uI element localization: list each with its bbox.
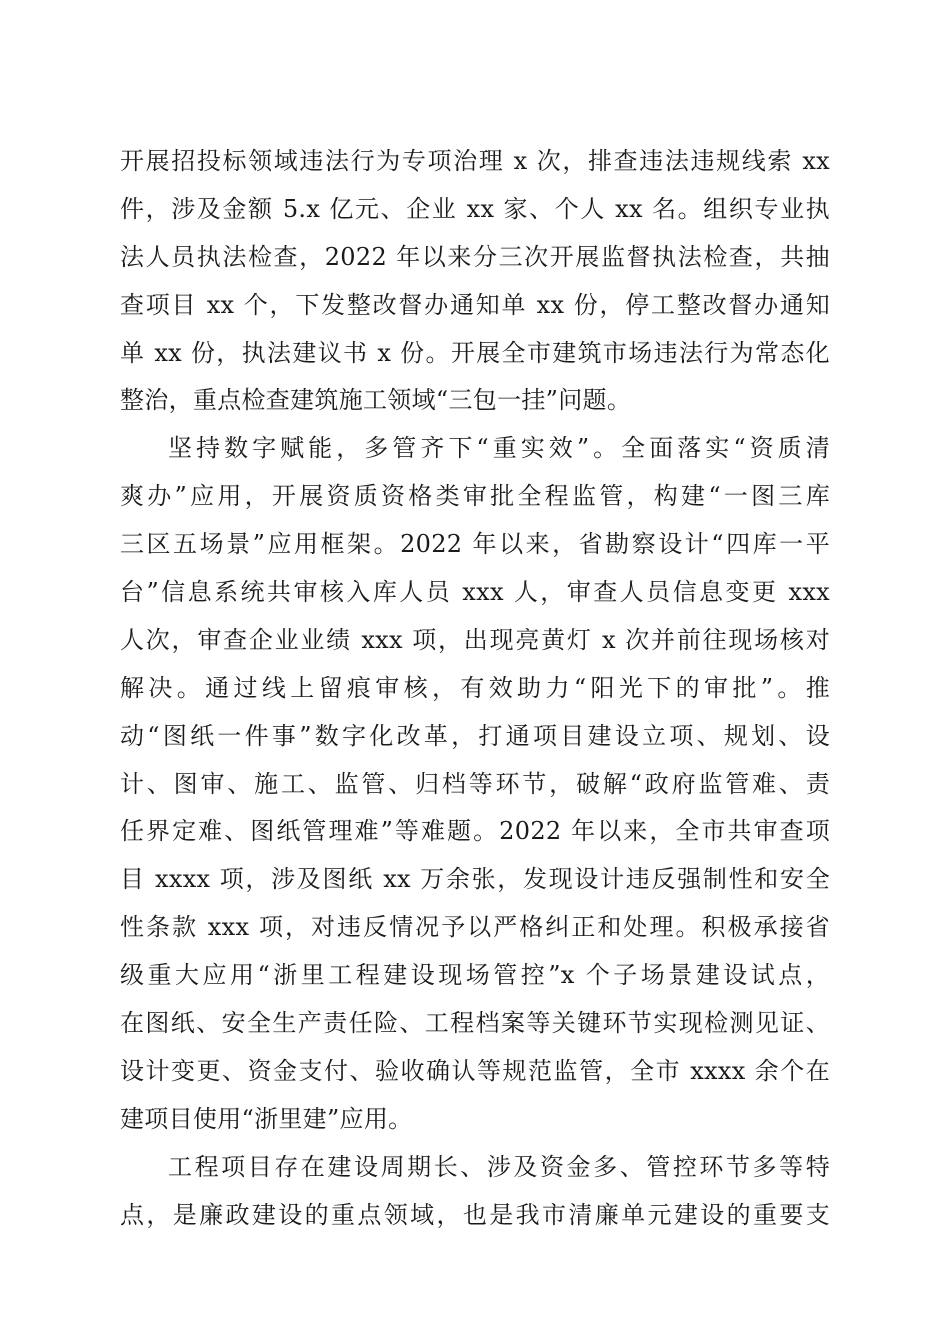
- text-line: 性条款 xxx 项，对违反情况予以严格纠正和处理。积极承接省: [120, 913, 830, 942]
- text-line: 爽办”应用，开展资质资格类审批全程监管，构建“一图三库: [120, 482, 830, 511]
- text-line: 人次，审查企业业绩 xxx 项，出现亮黄灯 x 次并前往现场核对: [120, 625, 830, 654]
- text-line: 任界定难、图纸管理难”等难题。2022 年以来，全市共审查项: [120, 817, 830, 846]
- text-line: 三区五场景”应用框架。2022 年以来，省勘察设计“四库一平: [120, 530, 830, 559]
- text-line: 点，是廉政建设的重点领域，也是我市清廉单元建设的重要支: [120, 1200, 830, 1229]
- text-line: 台”信息系统共审核入库人员 xxx 人，审查人员信息变更 xxx: [120, 578, 830, 607]
- text-line: 开展招投标领域违法行为专项治理 x 次，排查违法违规线索 xx: [120, 147, 830, 175]
- text-line: 坚持数字赋能，多管齐下“重实效”。全面落实“资质清: [168, 434, 830, 463]
- text-line: 整治，重点检查建筑施工领域“三包一挂”问题。: [120, 386, 632, 415]
- text-line: 单 xx 份，执法建议书 x 份。开展全市建筑市场违法行为常态化: [120, 338, 830, 367]
- text-line: 在图纸、安全生产责任险、工程档案等关键环节实现检测见证、: [120, 1009, 830, 1038]
- paragraph-1: [120, 138, 830, 425]
- text-line: 动“图纸一件事”数字化改革，打通项目建设立项、规划、设: [120, 721, 830, 750]
- text-line: 法人员执法检查，2022 年以来分三次开展监督执法检查，共抽: [120, 242, 830, 271]
- text-line: 解决。通过线上留痕审核，有效助力“阳光下的审批”。推: [120, 673, 830, 702]
- paragraph-2: [120, 425, 830, 1143]
- paragraph-3: [120, 1144, 830, 1240]
- text-line: 查项目 xx 个，下发整改督办通知单 xx 份，停工整改督办通知: [120, 290, 830, 319]
- text-line: 设计变更、资金支付、验收确认等规范监管，全市 xxxx 余个在: [120, 1056, 830, 1085]
- text-line: 建项目使用“浙里建”应用。: [120, 1104, 413, 1133]
- text-line: 目 xxxx 项，涉及图纸 xx 万余张，发现设计违反强制性和安全: [120, 865, 830, 894]
- text-line: 件，涉及金额 5.x 亿元、企业 xx 家、个人 xx 名。组织专业执: [120, 194, 830, 223]
- text-line: 工程项目存在建设周期长、涉及资金多、管控环节多等特: [168, 1152, 830, 1181]
- text-line: 计、图审、施工、监管、归档等环节，破解“政府监管难、责: [120, 769, 830, 798]
- document-page: [120, 138, 830, 1239]
- text-line: 级重大应用“浙里工程建设现场管控”x 个子场景建设试点，: [120, 961, 830, 990]
